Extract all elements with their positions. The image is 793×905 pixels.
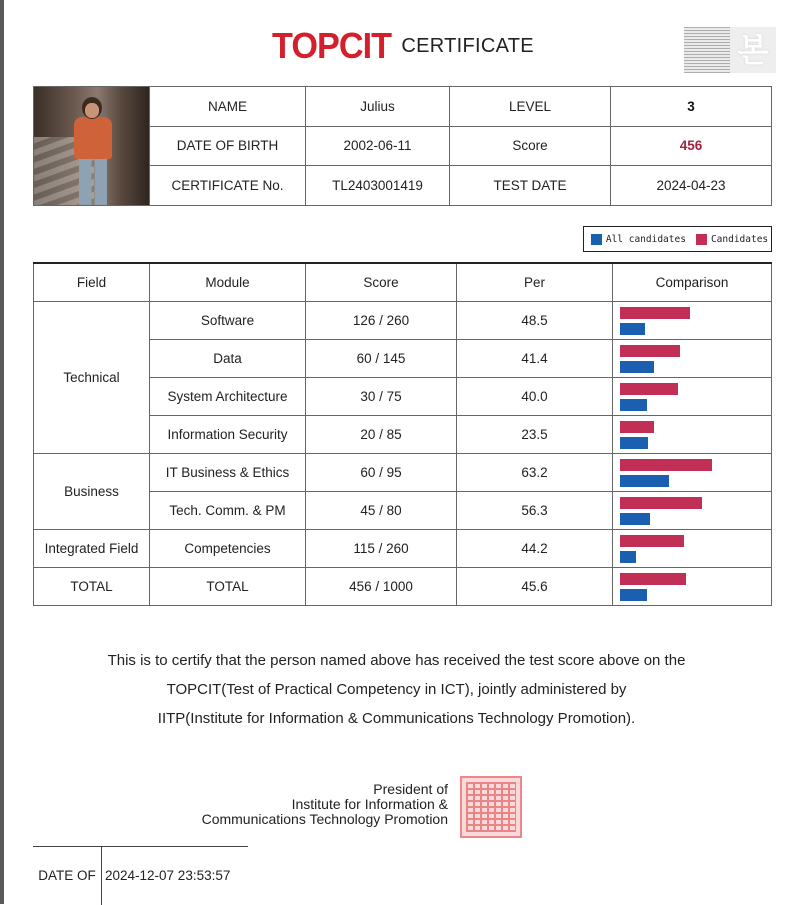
certificate-title: CERTIFICATE	[401, 34, 534, 57]
field-integrated: Integrated Field	[34, 530, 150, 568]
all-candidates-bar	[620, 323, 645, 335]
header-per: Per	[457, 263, 613, 302]
header-score: Score	[306, 263, 457, 302]
name-label: NAME	[150, 87, 306, 127]
candidate-bar	[620, 535, 684, 547]
score-cell: 60 / 95	[306, 454, 457, 492]
score-table	[33, 262, 772, 606]
viewer-left-edge	[0, 0, 4, 904]
header-field: Field	[34, 263, 150, 302]
watermark-glyph: 본	[730, 27, 776, 73]
score-cell: 126 / 260	[306, 302, 457, 340]
cert-no-value: TL2403001419	[306, 166, 450, 206]
comparison-cell	[613, 416, 772, 454]
comparison-cell	[613, 378, 772, 416]
copy-watermark	[684, 27, 776, 75]
module-cell: Data	[150, 340, 306, 378]
chart-legend	[583, 226, 772, 252]
candidate-bar	[620, 307, 690, 319]
level-label: LEVEL	[450, 87, 611, 127]
candidate-bar	[620, 421, 654, 433]
per-cell: 45.6	[457, 568, 613, 606]
qr-pattern	[684, 27, 730, 73]
score-value: 456	[611, 126, 772, 166]
table-row	[34, 302, 772, 340]
president-line-2: Institute for Information &	[291, 796, 448, 812]
candidate-bar	[620, 573, 686, 585]
all-candidates-bar	[620, 589, 647, 601]
header-module: Module	[150, 263, 306, 302]
statement-line-1: This is to certify that the person named above has received the test score above on the	[107, 652, 686, 669]
level-value: 3	[611, 87, 772, 127]
topcit-logo: TOPCIT	[272, 25, 392, 66]
module-cell: System Architecture	[150, 378, 306, 416]
module-cell: Competencies	[150, 530, 306, 568]
president-signature	[160, 782, 448, 827]
photo-cell	[34, 87, 150, 206]
module-cell: IT Business & Ethics	[150, 454, 306, 492]
all-candidates-bar	[620, 551, 636, 563]
per-cell: 44.2	[457, 530, 613, 568]
per-cell: 41.4	[457, 340, 613, 378]
score-cell: 115 / 260	[306, 530, 457, 568]
issue-date-box	[33, 846, 248, 905]
table-row	[34, 454, 772, 492]
score-cell: 45 / 80	[306, 492, 457, 530]
score-cell: 30 / 75	[306, 378, 457, 416]
president-line-3: Communications Technology Promotion	[201, 811, 448, 827]
candidate-bar	[620, 459, 712, 471]
module-cell: TOTAL	[150, 568, 306, 606]
dob-label: DATE OF BIRTH	[150, 126, 306, 166]
module-cell: Tech. Comm. & PM	[150, 492, 306, 530]
legend-candidates-label: Candidates	[710, 233, 769, 245]
statement-line-2: TOPCIT(Test of Practical Competency in ICT), jointly administered by	[166, 681, 627, 698]
per-cell: 40.0	[457, 378, 613, 416]
header-comparison: Comparison	[613, 263, 772, 302]
legend-all-label: All candidates	[605, 233, 686, 245]
test-date-value: 2024-04-23	[611, 166, 772, 206]
per-cell: 56.3	[457, 492, 613, 530]
field-total: TOTAL	[34, 568, 150, 606]
comparison-cell	[613, 568, 772, 606]
dob-value: 2002-06-11	[306, 126, 450, 166]
per-cell: 48.5	[457, 302, 613, 340]
score-label: Score	[450, 126, 611, 166]
per-cell: 23.5	[457, 416, 613, 454]
field-business: Business	[34, 454, 150, 530]
personal-info-table	[33, 86, 772, 206]
all-candidates-bar	[620, 475, 669, 487]
issue-date-label: DATE OF	[33, 847, 102, 905]
president-line-1: President of	[373, 781, 448, 797]
module-cell: Information Security	[150, 416, 306, 454]
score-cell: 60 / 145	[306, 340, 457, 378]
certification-statement	[0, 646, 793, 733]
candidate-bar	[620, 497, 702, 509]
comparison-cell	[613, 492, 772, 530]
comparison-cell	[613, 302, 772, 340]
comparison-cell	[613, 340, 772, 378]
field-technical: Technical	[34, 302, 150, 454]
name-value: Julius	[306, 87, 450, 127]
all-candidates-bar	[620, 513, 650, 525]
official-seal	[460, 776, 522, 838]
score-cell: 456 / 1000	[306, 568, 457, 606]
candidate-bar	[620, 345, 680, 357]
all-candidates-bar	[620, 399, 647, 411]
comparison-cell	[613, 454, 772, 492]
cert-no-label: CERTIFICATE No.	[150, 166, 306, 206]
legend-swatch-all	[591, 234, 602, 245]
table-row	[34, 568, 772, 606]
comparison-cell	[613, 530, 772, 568]
per-cell: 63.2	[457, 454, 613, 492]
all-candidates-bar	[620, 437, 648, 449]
certificate-header	[272, 26, 534, 66]
candidate-photo	[34, 87, 149, 205]
score-cell: 20 / 85	[306, 416, 457, 454]
module-cell: Software	[150, 302, 306, 340]
table-row	[34, 530, 772, 568]
candidate-bar	[620, 383, 678, 395]
test-date-label: TEST DATE	[450, 166, 611, 206]
all-candidates-bar	[620, 361, 654, 373]
statement-line-3: IITP(Institute for Information & Communications Technology Promotion).	[157, 710, 636, 727]
legend-swatch-candidates	[696, 234, 707, 245]
issue-date-value: 2024-12-07 23:53:57	[105, 868, 231, 883]
